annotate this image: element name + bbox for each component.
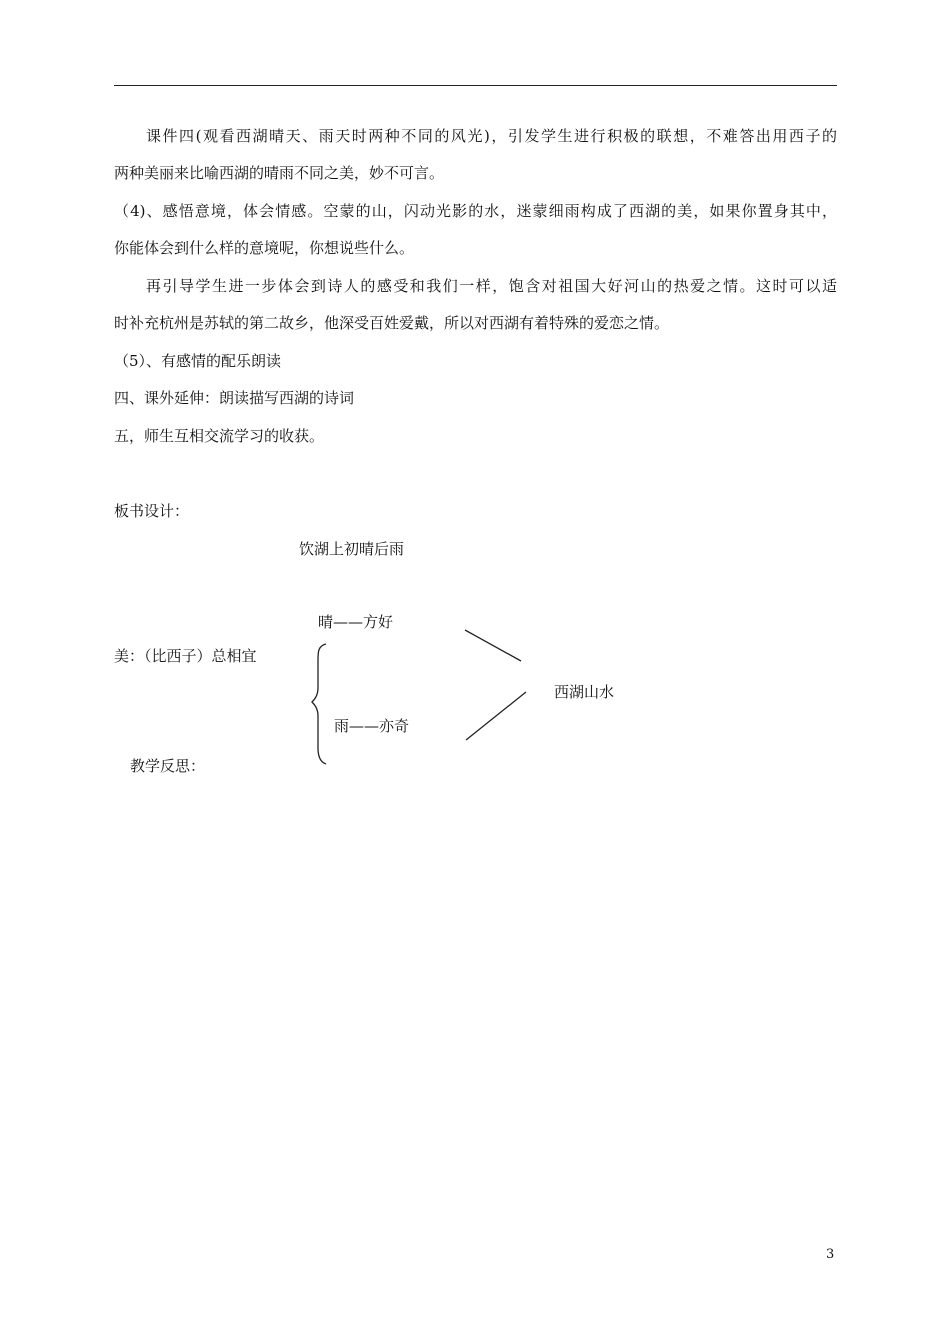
paragraph-2-line-2: 你能体会到什么样的意境呢，你想说些什么。 [114,239,415,257]
paragraph-1-line-2: 两种美丽来比喻西湖的晴雨不同之美，妙不可言。 [114,164,445,182]
page-number: 3 [826,1247,835,1262]
left-brace [312,644,326,764]
upper-connector-line [465,630,521,661]
blackboard-heading: 板书设计： [114,502,190,520]
paragraph-3-line-2: 时补充杭州是苏轼的第二故乡，他深受百姓爱戴，所以对西湖有着特殊的爱恋之情。 [114,314,670,332]
paragraph-2-line-1: （4)、感悟意境，体会情感。空蒙的山，闪动光影的水，迷蒙细雨构成了西湖的美，如果你置身其中， [114,202,837,220]
section-4: 四、课外延伸：朗读描写西湖的诗词 [114,389,355,407]
sunny-branch: 晴——方好 [318,613,394,631]
beauty-label: 美：（比西子）总相宜 [114,647,257,665]
lower-connector-line [466,692,526,740]
poem-title: 饮湖上初晴后雨 [299,540,405,558]
rainy-branch: 雨——亦奇 [334,717,410,735]
paragraph-1-line-1: 课件四(观看西湖晴天、雨天时两种不同的风光)，引发学生进行积极的联想，不难答出用西子的 [146,127,837,145]
paragraph-3-line-1: 再引导学生进一步体会到诗人的感受和我们一样，饱含对祖国大好河山的热爱之情。这时可以适 [146,277,837,295]
reflection-label: 教学反思： [130,757,206,775]
item-5: （5）、有感情的配乐朗读 [114,352,282,370]
scenery-label: 西湖山水 [554,683,615,701]
section-5: 五，师生互相交流学习的收获。 [114,427,325,445]
